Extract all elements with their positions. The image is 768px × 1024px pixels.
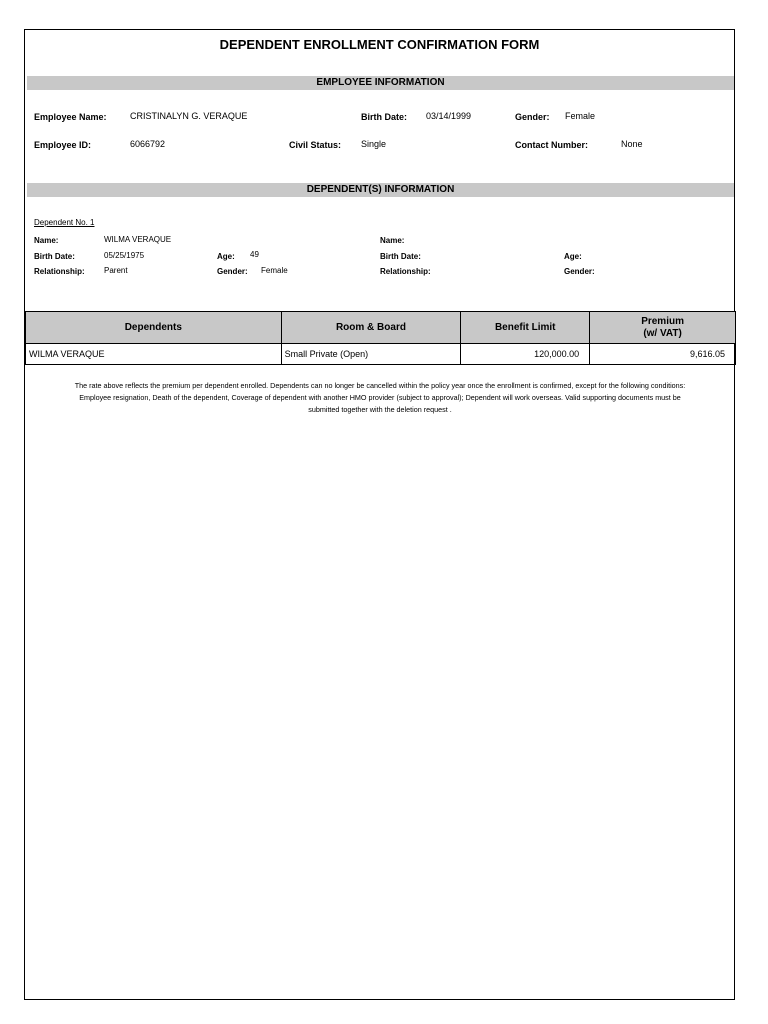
dependent-2-name-label: Name: xyxy=(380,236,405,245)
col-header-premium-line1: Premium xyxy=(641,315,684,327)
employee-contact-label: Contact Number: xyxy=(515,140,589,150)
dependent-1-age-value: 49 xyxy=(250,250,259,259)
col-header-dependents: Dependents xyxy=(26,312,282,344)
dependent-1-birth-date-label: Birth Date: xyxy=(34,252,75,261)
employee-birth-date-value: 03/14/1999 xyxy=(426,111,472,121)
dependent-2-age-label: Age: xyxy=(564,252,582,261)
employee-gender-label: Gender: xyxy=(515,112,550,122)
col-header-room-board: Room & Board xyxy=(281,312,461,344)
employee-contact-value: None xyxy=(621,139,643,149)
employee-birth-date-label: Birth Date: xyxy=(361,112,408,122)
col-header-benefit-limit: Benefit Limit xyxy=(461,312,590,344)
employee-civil-status-label: Civil Status: xyxy=(289,140,342,150)
cell-room-board: Small Private (Open) xyxy=(281,344,461,365)
employee-id-value: 6066792 xyxy=(130,139,166,149)
dependent-1-heading: Dependent No. 1 xyxy=(34,218,95,227)
cell-dependent: WILMA VERAQUE xyxy=(26,344,282,365)
dependent-1-age-label: Age: xyxy=(217,252,235,261)
premium-table xyxy=(25,311,736,365)
dependent-1-gender-value: Female xyxy=(261,266,288,275)
dependent-2-birth-date-label: Birth Date: xyxy=(380,252,421,261)
employee-civil-status-value: Single xyxy=(361,139,387,149)
policy-note: The rate above reflects the premium per dependent enrolled. Dependents can no longer be cancelled within the policy year once the enrollment is confirmed, except for the following conditions: Employee resignation, Death of the dependent, Coverage of dependent with another HMO provider (subject to approval); Dependent will work overseas. Valid supporting documents must be submitted together with the deletion request . xyxy=(74,381,686,414)
col-header-premium-line2: (w/ VAT) xyxy=(643,327,682,339)
employee-name-label: Employee Name: xyxy=(34,112,107,122)
employee-id-label: Employee ID: xyxy=(34,140,92,150)
dependents-section-header: DEPENDENT(S) INFORMATION xyxy=(27,183,734,197)
dependent-2-gender-label: Gender: xyxy=(564,267,595,276)
premium-table-header-row xyxy=(26,312,736,344)
form-title: DEPENDENT ENROLLMENT CONFIRMATION FORM xyxy=(219,37,540,52)
dependent-1-name-value: WILMA VERAQUE xyxy=(104,235,172,244)
dependent-1-gender-label: Gender: xyxy=(217,267,248,276)
employee-gender-value: Female xyxy=(565,111,596,121)
employee-section-header: EMPLOYEE INFORMATION xyxy=(27,76,734,90)
cell-premium: 9,616.05 xyxy=(590,344,736,365)
form-frame xyxy=(24,29,735,1000)
dependent-1-relationship-value: Parent xyxy=(104,266,128,275)
dependent-1-name-label: Name: xyxy=(34,236,59,245)
dependent-1-relationship-label: Relationship: xyxy=(34,267,85,276)
dependent-1-birth-date-value: 05/25/1975 xyxy=(104,251,145,260)
cell-benefit-limit: 120,000.00 xyxy=(461,344,590,365)
col-header-premium xyxy=(590,312,736,344)
employee-name-value: CRISTINALYN G. VERAQUE xyxy=(130,111,248,121)
table-row xyxy=(26,344,736,365)
dependent-2-relationship-label: Relationship: xyxy=(380,267,431,276)
